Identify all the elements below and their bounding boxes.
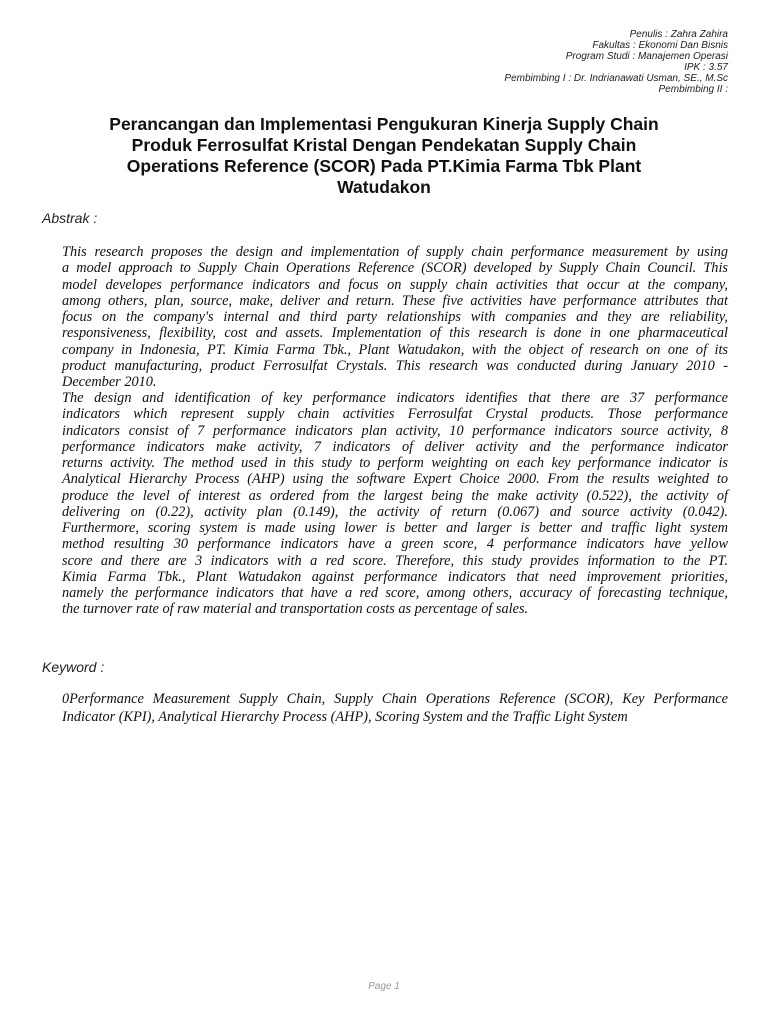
document-title: [40, 114, 728, 198]
text-line: responsiveness, flexibility, cost and assets. Implementation of this research is done in one pharmaceutical: [62, 325, 728, 342]
faculty-line: Fakultas : Ekonomi Dan Bisnis: [592, 40, 728, 51]
title-line: Perancangan dan Implementasi Pengukuran Kinerja Supply Chain: [109, 114, 659, 134]
text-line: This research proposes the design and implementation of supply chain performance measurement by using: [62, 244, 728, 260]
page-number: Page 1: [368, 981, 400, 992]
text-line: December 2010.: [62, 374, 157, 390]
text-line: a model approach to Supply Chain Operations Reference (SCOR) developed by Supply Chain Council. This: [62, 260, 728, 277]
title-line: Produk Ferrosulfat Kristal Dengan Pendekatan Supply Chain: [131, 135, 637, 155]
abstract-heading: Abstrak :: [42, 210, 98, 226]
gpa-line: IPK : 3.57: [684, 62, 728, 73]
text-line: focus on the company's internal and third party relationships with companies and they are reliability,: [62, 309, 728, 325]
text-line: model developes performance indicators and focus on supply chain activities that occur at the company,: [62, 276, 728, 293]
text-line: delivering on (0.22), activity plan (0.149), the activity of return (0.067) and source activity (0.042).: [62, 503, 728, 520]
title-line: Watudakon: [337, 177, 431, 197]
keyword-heading: Keyword :: [42, 659, 105, 675]
text-line: namely the performance indicators that have a red score, among others, accuracy of forecasting technique,: [62, 585, 728, 601]
author-line: Penulis : Zahra Zahira: [629, 29, 728, 40]
text-line: Kimia Farma Tbk., Plant Watudakon against performance indicators that need improvement priorities,: [62, 568, 728, 585]
text-line: performance indicators make activity, 7 indicators of deliver activity and the performance indicator: [62, 438, 728, 455]
text-line: produce the level of interest as ordered from the largest being the make activity (0.522), the activity of: [62, 487, 728, 504]
program-line: Program Studi : Manajemen Operasi: [565, 51, 728, 62]
text-line: method resulting 30 performance indicators have a green score, 4 performance indicators have yellow: [62, 536, 728, 553]
text-line: indicators consist of 7 performance indicators plan activity, 10 performance indicators source activity, 8: [62, 422, 728, 439]
text-line: score and there are 3 indicators with a red score. Therefore, this study provides information to the PT.: [62, 552, 728, 569]
supervisor-1-line: Pembimbing I : Dr. Indrianawati Usman, SE., M.Sc: [504, 73, 728, 84]
keyword-text: [62, 690, 728, 726]
text-line: returns activity. The method used in this study to perform weighting on each key performance indicator is: [62, 455, 728, 471]
text-line: Analytical Hierarchy Process (AHP) using the software Expert Choice 2000. From the results weighted to: [62, 471, 728, 488]
text-line: The design and identification of key performance indicators identifies that there are 37 performance: [62, 390, 728, 406]
author-info: [504, 29, 728, 95]
text-line: indicators which represent supply chain activities Ferrosulfat Crystal products. Those performance: [62, 406, 728, 423]
text-line: Furthermore, scoring system is made using lower is better and larger is better and traffic light system: [62, 520, 728, 536]
text-line: the turnover rate of raw material and transportation costs as percentage of sales.: [62, 601, 529, 618]
title-line: Operations Reference (SCOR) Pada PT.Kimia Farma Tbk Plant: [126, 156, 642, 176]
text-line: 0Performance Measurement Supply Chain, Supply Chain Operations Reference (SCOR), Key Performance: [62, 691, 728, 707]
text-line: product manufacturing, product Ferrosulfat Crystals. This research was conducted during January 2010 -: [62, 357, 728, 374]
text-line: among others, plan, source, make, deliver and return. These five activities have performance attributes that: [62, 292, 728, 309]
text-line: Indicator (KPI), Analytical Hierarchy Process (AHP), Scoring System and the Traffic Light System: [62, 709, 628, 725]
abstract-paragraph-1: [62, 244, 728, 390]
supervisor-2-line: Pembimbing II :: [658, 84, 728, 95]
abstract-paragraph-2: [62, 390, 728, 618]
text-line: company in Indonesia, PT. Kimia Farma Tbk., Plant Watudakon, with the object of research on one of its: [62, 341, 728, 358]
